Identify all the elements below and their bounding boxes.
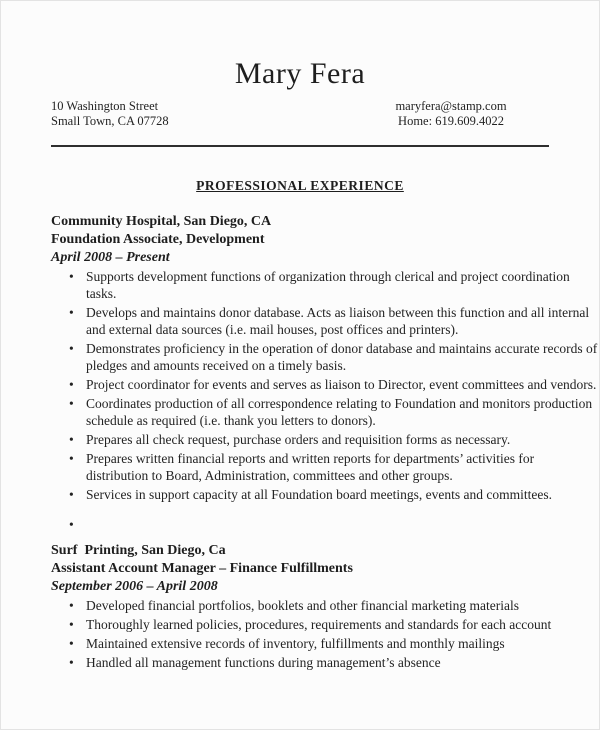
job-bullet-list	[51, 597, 599, 671]
bullet-item: • Supports development functions of organization through clerical and project coordination tasks.	[86, 268, 599, 302]
bullet-item: • Coordinates production of all correspondence relating to Foundation and monitors production schedule as required (i.e. thank you letters to donors).	[86, 395, 599, 429]
candidate-name: Mary Fera	[234, 57, 366, 90]
contact-block	[51, 98, 549, 130]
bullet-item: • Prepares written financial reports and written reports for departments’ activities for distribution to Board, Administration, committees and other groups.	[86, 450, 599, 484]
bullet-item: • Demonstrates proficiency in the operation of donor database and maintains accurate records of pledges and amounts received on a timely basis.	[86, 340, 599, 374]
job-dates: April 2008 – Present	[51, 250, 170, 265]
contact-details-block	[395, 99, 506, 129]
bullet-item: • Thoroughly learned policies, procedures, requirements and standards for each account	[86, 616, 599, 633]
job-bullet-list	[51, 268, 599, 533]
job-dates: September 2006 – April 2008	[51, 579, 218, 594]
email-text: maryfera@stamp.com	[395, 99, 507, 113]
company-name: Surf Printing, San Diego, Ca	[51, 543, 226, 558]
address-line-1: 10 Washington Street	[51, 99, 159, 113]
job-entry-community-hospital	[51, 213, 599, 533]
bullet-item: • Project coordinator for events and serves as liaison to Director, event committees and vendors.	[86, 376, 599, 393]
bullet-item: • Developed financial portfolios, booklets and other financial marketing materials	[86, 597, 599, 614]
bullet-item: • Handled all management functions during management’s absence	[86, 654, 599, 671]
bullet-item: • Prepares all check request, purchase orders and requisition forms as necessary.	[86, 431, 599, 448]
empty-bullet-item	[86, 516, 599, 533]
address-line-2: Small Town, CA 07728	[51, 114, 169, 128]
bullet-item: • Maintained extensive records of inventory, fulfillments and monthly mailings	[86, 635, 599, 652]
company-name: Community Hospital, San Diego, CA	[51, 214, 272, 229]
job-title: Assistant Account Manager – Finance Fulfillments	[51, 561, 353, 576]
job-entry-surf-printing	[51, 542, 599, 671]
address-block	[51, 99, 169, 129]
phone-text: Home: 619.609.4022	[398, 114, 504, 128]
job-title: Foundation Associate, Development	[51, 232, 265, 247]
bullet-item: • Develops and maintains donor database. Acts as liaison between this function and all internal and external data sources (i.e. mail houses, post offices and printers).	[86, 304, 599, 338]
bullet-item: • Services in support capacity at all Foundation board meetings, events and committees.	[86, 486, 599, 503]
section-title: PROFESSIONAL EXPERIENCE	[196, 178, 404, 193]
header-divider	[51, 145, 549, 147]
